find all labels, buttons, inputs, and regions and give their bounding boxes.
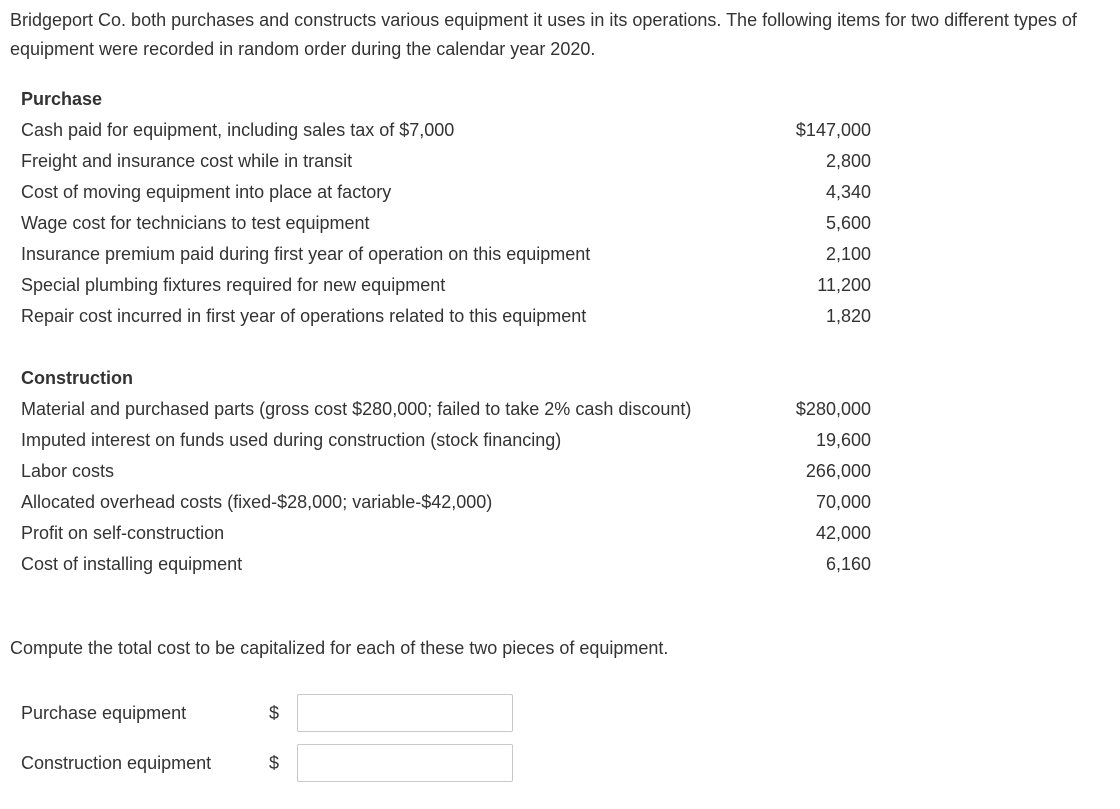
table-row xyxy=(21,425,871,456)
item-label: Material and purchased parts (gross cost $280,000; failed to take 2% cash discount) xyxy=(21,399,692,419)
item-label: Profit on self-construction xyxy=(21,523,225,543)
table-row xyxy=(21,301,871,332)
construction-equipment-input[interactable] xyxy=(297,744,513,782)
item-label: Cost of installing equipment xyxy=(21,554,243,574)
construction-answer-row xyxy=(21,742,521,784)
currency-symbol: $ xyxy=(269,702,280,723)
purchase-equipment-label: Purchase equipment xyxy=(21,702,187,723)
item-label: Imputed interest on funds used during construction (stock financing) xyxy=(21,430,562,450)
construction-title: Construction xyxy=(21,368,133,388)
item-amount: 70,000 xyxy=(815,492,871,512)
item-label: Cost of moving equipment into place at factory xyxy=(21,182,392,202)
item-amount: 2,100 xyxy=(825,244,871,264)
purchase-equipment-input[interactable] xyxy=(297,694,513,732)
purchase-section xyxy=(21,84,871,332)
table-row xyxy=(21,456,871,487)
purchase-title: Purchase xyxy=(21,89,103,109)
intro-text: Bridgeport Co. both purchases and constructs various equipment it uses in its operations. The following items for two different types of equipment were recorded in random order during the calendar year 2020. xyxy=(10,10,1077,59)
item-amount: $147,000 xyxy=(795,120,871,140)
item-label: Repair cost incurred in first year of operations related to this equipment xyxy=(21,306,587,326)
item-label: Labor costs xyxy=(21,461,115,481)
item-label: Special plumbing fixtures required for new equipment xyxy=(21,275,446,295)
table-row xyxy=(21,518,871,549)
purchase-answer-row xyxy=(21,692,521,734)
table-row xyxy=(21,270,871,301)
item-label: Cash paid for equipment, including sales tax of $7,000 xyxy=(21,120,455,140)
item-amount: 5,600 xyxy=(825,213,871,233)
item-label: Wage cost for technicians to test equipment xyxy=(21,213,370,233)
item-amount: 42,000 xyxy=(815,523,871,543)
item-amount: 19,600 xyxy=(815,430,871,450)
table-row xyxy=(21,487,871,518)
item-amount: 1,820 xyxy=(825,306,871,326)
currency-symbol: $ xyxy=(269,752,280,773)
table-row xyxy=(21,394,871,425)
item-label: Allocated overhead costs (fixed-$28,000; variable-$42,000) xyxy=(21,492,493,512)
table-row xyxy=(21,146,871,177)
construction-equipment-label: Construction equipment xyxy=(21,752,212,773)
table-row xyxy=(21,239,871,270)
table-row xyxy=(21,115,871,146)
table-row xyxy=(21,208,871,239)
item-amount: 6,160 xyxy=(825,554,871,574)
item-amount: 266,000 xyxy=(805,461,871,481)
construction-section xyxy=(21,363,871,580)
question-prompt: Compute the total cost to be capitalized for each of these two pieces of equipment. xyxy=(10,638,669,658)
item-label: Freight and insurance cost while in transit xyxy=(21,151,353,171)
item-amount: 2,800 xyxy=(825,151,871,171)
item-label: Insurance premium paid during first year of operation on this equipment xyxy=(21,244,591,264)
table-row xyxy=(21,549,871,580)
item-amount: 11,200 xyxy=(817,275,871,295)
item-amount: 4,340 xyxy=(825,182,871,202)
table-row xyxy=(21,177,871,208)
item-amount: $280,000 xyxy=(795,399,871,419)
